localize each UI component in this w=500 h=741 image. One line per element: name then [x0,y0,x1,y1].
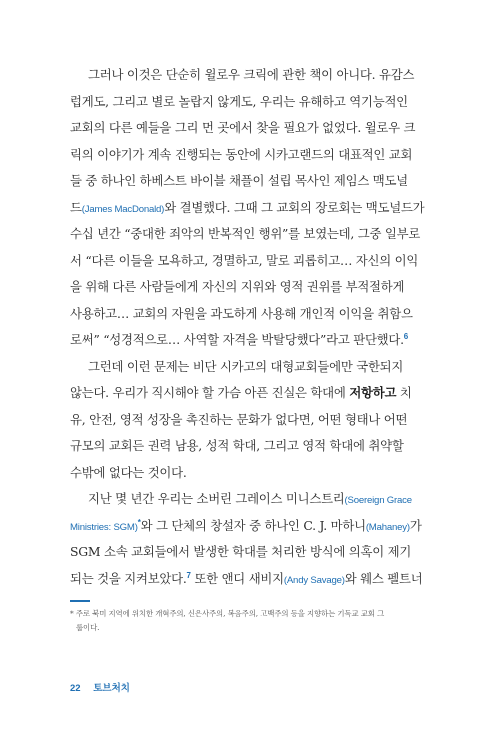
endnote-marker[interactable]: 7 [186,570,191,580]
footnote-divider [70,600,90,602]
emphasis-text: 저항하고 [349,385,397,400]
text-line: 수십 년간 “중대한 죄악의 반복적인 행위”를 보였는데, 그중 일부로 [70,226,421,241]
text-line [70,195,436,222]
text-span: 와 그 단체의 창설자 중 하나인 C. J. 마하니 [140,517,366,533]
text-span: 또한 앤디 새비지 [190,570,284,586]
english-name: (Andy Savage) [283,574,345,586]
text-span: 지난 몇 년간 우리는 소버린 그레이스 미니스트리 [88,491,345,506]
text-line: 수밖에 없다는 것이다. [70,464,187,480]
text-line: 사용하고… 교회의 자원을 과도하게 사용해 개인적 이익을 취함으 [70,305,413,321]
text-span: 드 [70,199,82,215]
footnote-line: 룹이다. [76,623,100,632]
paragraph-2 [70,354,436,487]
text-line: 그런데 이런 문제는 비단 시카고의 대형교회들에만 국한되지 [88,358,404,374]
text-span: 되는 것을 지켜보았다. [70,570,187,586]
text-line: 유, 안전, 영적 성장을 촉진하는 문화가 없다면, 어떤 형태나 어떤 [70,411,408,427]
text-line [70,486,436,513]
endnote-marker[interactable]: 6 [403,331,408,341]
english-name: (Soereign Grace [344,495,412,506]
text-line: 서 “다른 이들을 모욕하고, 경멸하고, 말로 괴롭히고… 자신의 이익 [70,252,419,268]
text-line: 릭의 이야기가 계속 진행되는 동안에 시카고랜드의 대표적인 교회 [70,146,413,162]
paragraph-1 [70,62,436,354]
book-title: 토브처치 [93,683,130,694]
footnote-line: * 주로 북미 지역에 위치한 개혁주의, 신은사주의, 복음주의, 고백주의 등을 지향하는 기독교 교회 그 [70,609,385,618]
text-line [70,327,436,354]
text-span: 치 [396,385,412,400]
english-name: (James MacDonald) [81,203,165,215]
text-span: 와 결별했다. 그때 그 교회의 장로회는 맥도널드가 [164,199,425,215]
main-text [70,62,436,592]
text-line: 규모의 교회든 권력 남용, 성적 학대, 그리고 영적 학대에 취약할 [70,438,404,453]
text-span: 가 [409,517,422,533]
paragraph-3 [70,486,436,592]
english-name: (Mahaney) [365,521,410,533]
text-line: SGM 소속 교회들에서 발생한 학대를 처리한 방식에 의혹이 제기 [70,544,412,559]
text-line [70,380,436,407]
text-line: 들 중 하나인 하베스트 바이블 채플이 설립 목사인 제임스 맥도널 [70,173,408,188]
page-number: 22 [70,683,81,694]
text-span: 와 웨스 펠트너 [344,570,423,586]
page-footer [70,680,140,694]
text-span: 로써” “성경적으로… 사역할 자격을 박탈당했다”라고 판단했다. [70,332,404,347]
text-line: 럽게도, 그리고 별로 놀랍지 않게도, 우리는 유해하고 역기능적인 [70,93,408,109]
text-span: 않는다. 우리가 직시해야 할 가슴 아픈 진실은 학대에 [70,385,350,400]
english-name: Ministries: SGM) [70,521,138,533]
text-line [70,513,436,540]
text-line: 그러나 이것은 단순히 윌로우 크릭에 관한 책이 아니다. 유감스 [88,67,415,82]
footnote [70,607,440,635]
text-line: 을 위해 다른 사람들에게 자신의 지위와 영적 권위를 부적절하게 [70,279,405,294]
text-line: 교회의 다른 예들을 그리 먼 곳에서 찾을 필요가 없었다. 윌로우 크 [70,120,416,135]
footnote-marker[interactable]: * [137,517,141,527]
text-line [70,566,436,593]
